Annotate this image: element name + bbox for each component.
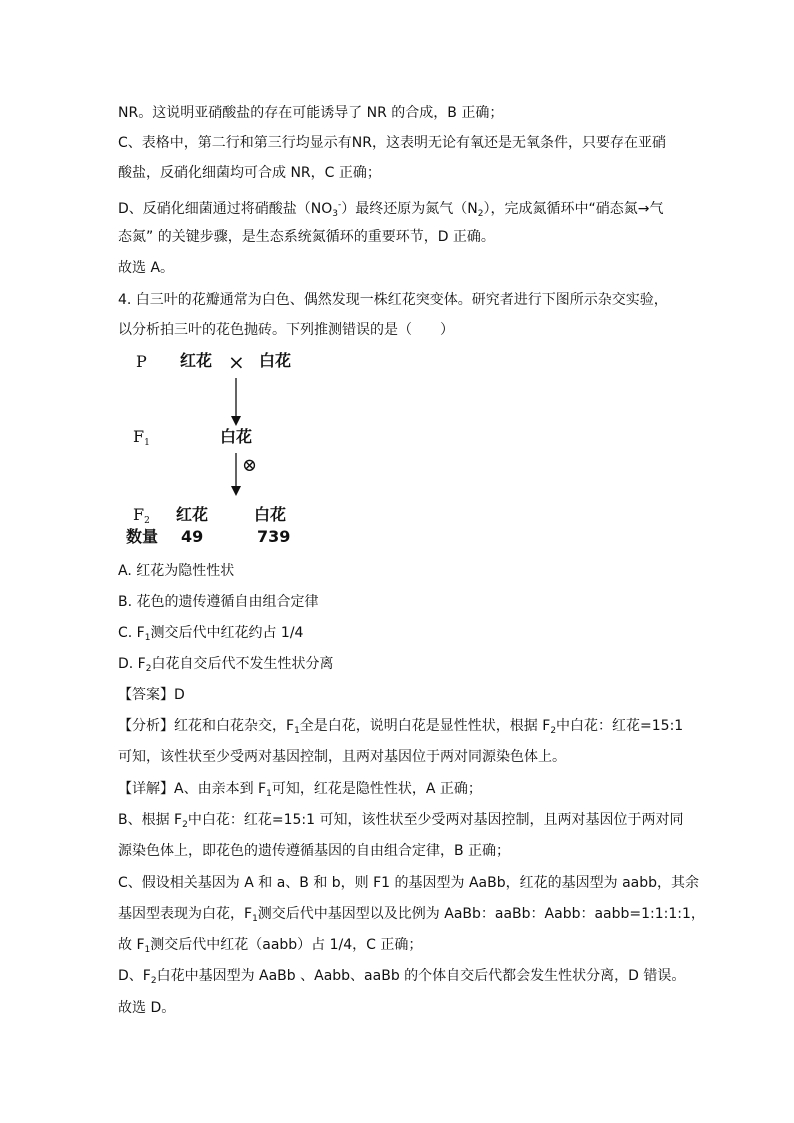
answer-line: 【答案】D	[118, 687, 185, 703]
option-a: A. 红花为隐性性状	[118, 563, 235, 579]
detail-line: B、根据 $F_2$中白花：红花=15:1 可知，该性状至少受两对基因控制，且两对基因位于两对同	[118, 812, 684, 830]
generation-f2-label: $F_2$	[133, 505, 150, 526]
detail-line: 故 $F_1$测交后代中红花（aabb）占 1/4，C 正确；	[118, 937, 423, 955]
option-d: D. $F_2$白花自交后代不发生性状分离	[118, 656, 334, 674]
self-cross-icon: ⊗	[242, 455, 258, 476]
detail-line: 基因型表现为白花，$F_1$测交后代中基因型以及比例为 AaBb：aaBb：Aabb：aabb=1:1:1:1，	[118, 906, 705, 924]
text-line: NR。这说明亚硝酸盐的存在可能诱导了 NR 的合成，B 正确；	[118, 105, 504, 121]
option-c: C. $F_1$测交后代中红花约占 1/4	[118, 625, 304, 643]
question-line: 4. 白三叶的花瓣通常为白色、偶然发现一株红花突变体。研究者进行下图所示杂交实验，	[118, 292, 668, 308]
text-line-nitrate: D、反硝化细菌通过将硝酸盐$(NO_3^-)$最终还原为氮气$(N_2)$，完成氮循环中“硝态氮→气	[118, 200, 664, 219]
generation-p-label: P	[136, 352, 147, 371]
option-b: B. 花色的遗传遵循自由组合定律	[118, 594, 319, 610]
down-arrow-icon	[228, 378, 244, 428]
text-line: 态氮” 的关键步骤，是生态系统氮循环的重要环节，D 正确。	[118, 229, 495, 245]
detail-line: 【详解】A、由亲本到 $F_1$可知，红花是隐性性状，A 正确；	[118, 781, 482, 799]
detail-line-conclusion: 故选 D。	[118, 1000, 176, 1016]
detail-line: C、假设相关基因为 A 和 a、B 和 b，则 F1 的基因型为 AaBb，红花的基因型为 aabb，其余	[118, 875, 700, 891]
analysis-line: 可知，该性状至少受两对基因控制，且两对基因位于两对同源染色体上。	[118, 749, 566, 765]
generation-f1-label: $F_1$	[133, 427, 150, 448]
f2-white-flower: 白花	[254, 505, 287, 524]
text-line: C、表格中，第二行和第三行均显示有NR，这表明无论有氧还是无氧条件，只要存在亚硝	[118, 135, 666, 151]
f2-red-flower: 红花	[176, 505, 209, 524]
text-line: 酸盐，反硝化细菌均可合成 NR，C 正确；	[118, 165, 381, 181]
analysis-line: 【分析】红花和白花杂交，$F_1$全是白花，说明白花是显性性状，根据 $F_2$中白花：红花=15:1	[118, 718, 684, 736]
p-red-flower: 红花	[180, 351, 213, 370]
p-white-flower: 白花	[259, 351, 292, 370]
f1-white-flower: 白花	[220, 427, 253, 446]
text-line-conclusion: 故选 A。	[118, 260, 175, 276]
count-red: 49	[181, 527, 204, 546]
count-white: 739	[257, 527, 291, 546]
count-label: 数量	[126, 527, 159, 546]
cross-symbol: ×	[228, 350, 245, 374]
detail-line: D、$F_2$白花中基因型为 AaBb 、Aabb、aaBb 的个体自交后代都会发生性状分离，D 错误。	[118, 968, 686, 986]
detail-line: 源染色体上，即花色的遗传遵循基因的自由组合定律，B 正确；	[118, 843, 511, 859]
question-line: 以分析拍三叶的花色抛砖。下列推测错误的是（ ）	[118, 322, 454, 338]
